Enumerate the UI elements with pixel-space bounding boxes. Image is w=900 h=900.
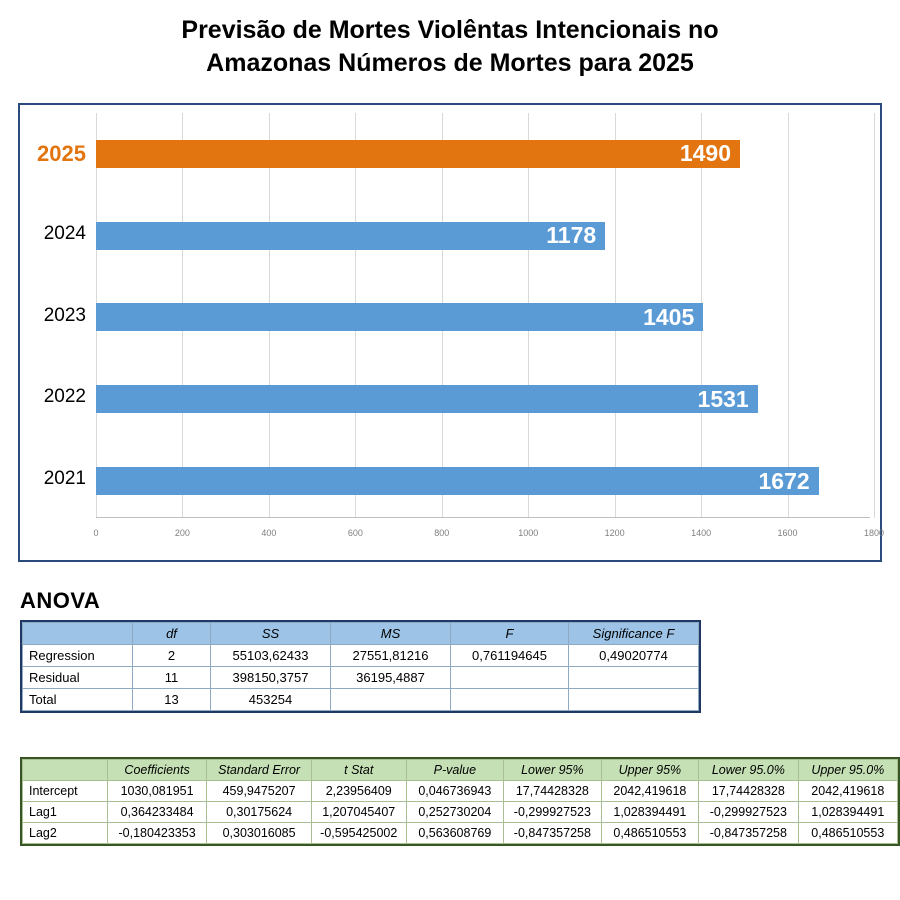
coefficients-column-header: Standard Error xyxy=(207,760,312,781)
coefficients-value: -0,180423353 xyxy=(107,823,207,844)
coefficients-column-header: Upper 95.0% xyxy=(798,760,897,781)
x-tick-label: 800 xyxy=(434,528,450,538)
anova-ms: 27551,81216 xyxy=(331,645,451,667)
bar[interactable] xyxy=(96,222,605,250)
x-tick-label: 1400 xyxy=(691,528,712,538)
bar[interactable] xyxy=(96,385,758,413)
t-stat-value: 2,23956409 xyxy=(311,781,406,802)
bar[interactable] xyxy=(96,140,740,168)
anova-column-header: df xyxy=(133,623,211,645)
anova-row-label: Total xyxy=(23,689,133,711)
table-row xyxy=(23,802,898,823)
p-value: 0,046736943 xyxy=(406,781,503,802)
bar-value-label: 1531 xyxy=(697,385,749,412)
category-label: 2024 xyxy=(43,222,86,244)
category-label: 2021 xyxy=(43,468,86,490)
x-tick-label: 1800 xyxy=(863,528,885,538)
bar-value-label: 1672 xyxy=(758,467,810,494)
bar-value-label: 1178 xyxy=(546,222,597,249)
anova-df: 2 xyxy=(133,645,211,667)
anova-table-wrapper xyxy=(20,620,701,713)
anova-significance-f xyxy=(569,667,699,689)
bar-value-label: 1405 xyxy=(643,303,695,330)
standard-error-value: 0,303016085 xyxy=(207,823,312,844)
upper-95-value: 1,028394491 xyxy=(601,802,698,823)
anova-significance-f xyxy=(569,689,699,711)
anova-df: 11 xyxy=(133,667,211,689)
upper-95-0-value: 0,486510553 xyxy=(798,823,897,844)
t-stat-value: -0,595425002 xyxy=(311,823,406,844)
category-label: 2023 xyxy=(43,304,86,326)
table-row xyxy=(23,667,699,689)
anova-table xyxy=(22,622,699,711)
bar[interactable] xyxy=(96,467,819,495)
lower-95-value: -0,299927523 xyxy=(504,802,602,823)
coefficients-column-header: Upper 95% xyxy=(601,760,698,781)
anova-column-header xyxy=(23,623,133,645)
coefficients-column-header: t Stat xyxy=(311,760,406,781)
table-row xyxy=(23,689,699,711)
anova-column-header: F xyxy=(451,623,569,645)
coefficients-row-label: Intercept xyxy=(23,781,108,802)
lower-95-0-value: -0,847357258 xyxy=(699,823,799,844)
upper-95-value: 0,486510553 xyxy=(601,823,698,844)
chart-plot-area xyxy=(93,113,885,538)
x-tick-label: 600 xyxy=(347,528,363,538)
coefficients-column-header: P-value xyxy=(406,760,503,781)
upper-95-0-value: 1,028394491 xyxy=(798,802,897,823)
p-value: 0,563608769 xyxy=(406,823,503,844)
standard-error-value: 0,30175624 xyxy=(207,802,312,823)
anova-f: 0,761194645 xyxy=(451,645,569,667)
bar-row[interactable] xyxy=(96,440,870,522)
anova-header-row xyxy=(23,623,699,645)
anova-row-label: Regression xyxy=(23,645,133,667)
lower-95-value: 17,74428328 xyxy=(504,781,602,802)
anova-row-label: Residual xyxy=(23,667,133,689)
standard-error-value: 459,9475207 xyxy=(207,781,312,802)
table-row xyxy=(23,645,699,667)
category-label: 2022 xyxy=(43,386,86,408)
anova-significance-f: 0,49020774 xyxy=(569,645,699,667)
bar[interactable] xyxy=(96,303,703,331)
chart-panel xyxy=(18,103,885,562)
x-tick-label: 200 xyxy=(174,528,190,538)
coefficients-value: 1030,081951 xyxy=(107,781,207,802)
coefficients-table xyxy=(22,759,898,844)
page-title-line-1: Previsão de Mortes Violêntas Intencionais no xyxy=(181,16,719,44)
anova-ss: 453254 xyxy=(211,689,331,711)
x-tick-label: 1200 xyxy=(604,528,625,538)
coefficients-table-wrapper xyxy=(20,757,900,846)
t-stat-value: 1,207045407 xyxy=(311,802,406,823)
p-value: 0,252730204 xyxy=(406,802,503,823)
lower-95-value: -0,847357258 xyxy=(504,823,602,844)
page-title-line-2: Amazonas Números de Mortes para 2025 xyxy=(206,49,694,77)
x-tick-label: 400 xyxy=(261,528,277,538)
table-row xyxy=(23,781,898,802)
bar-row[interactable] xyxy=(96,358,870,440)
coefficients-row-label: Lag1 xyxy=(23,802,108,823)
lower-95-0-value: 17,74428328 xyxy=(699,781,799,802)
gridline xyxy=(874,113,875,518)
anova-column-header: Significance F xyxy=(569,623,699,645)
upper-95-0-value: 2042,419618 xyxy=(798,781,897,802)
anova-column-header: SS xyxy=(211,623,331,645)
anova-heading: ANOVA xyxy=(20,588,101,613)
coefficients-column-header: Lower 95% xyxy=(504,760,602,781)
bar-value-label: 1490 xyxy=(679,140,731,167)
coefficients-row-label: Lag2 xyxy=(23,823,108,844)
anova-df: 13 xyxy=(133,689,211,711)
anova-f xyxy=(451,689,569,711)
coefficients-value: 0,364233484 xyxy=(107,802,207,823)
coefficients-column-header: Lower 95.0% xyxy=(699,760,799,781)
x-tick-label: 1000 xyxy=(518,528,539,538)
upper-95-value: 2042,419618 xyxy=(601,781,698,802)
anova-ms: 36195,4887 xyxy=(331,667,451,689)
category-label: 2025 xyxy=(37,140,86,166)
coefficients-column-header xyxy=(23,760,108,781)
lower-95-0-value: -0,299927523 xyxy=(699,802,799,823)
coefficients-column-header: Coefficients xyxy=(107,760,207,781)
anova-column-header: MS xyxy=(331,623,451,645)
anova-ss: 398150,3757 xyxy=(211,667,331,689)
page-title xyxy=(0,0,900,80)
x-tick-label: 0 xyxy=(93,528,99,538)
table-row xyxy=(23,823,898,844)
anova-ss: 55103,62433 xyxy=(211,645,331,667)
x-tick-label: 1600 xyxy=(777,528,798,538)
bar-row[interactable] xyxy=(96,195,870,277)
bar-row[interactable] xyxy=(96,113,870,195)
anova-f xyxy=(451,667,569,689)
anova-ms xyxy=(331,689,451,711)
coefficients-header-row xyxy=(23,760,898,781)
bar-row[interactable] xyxy=(96,277,870,359)
